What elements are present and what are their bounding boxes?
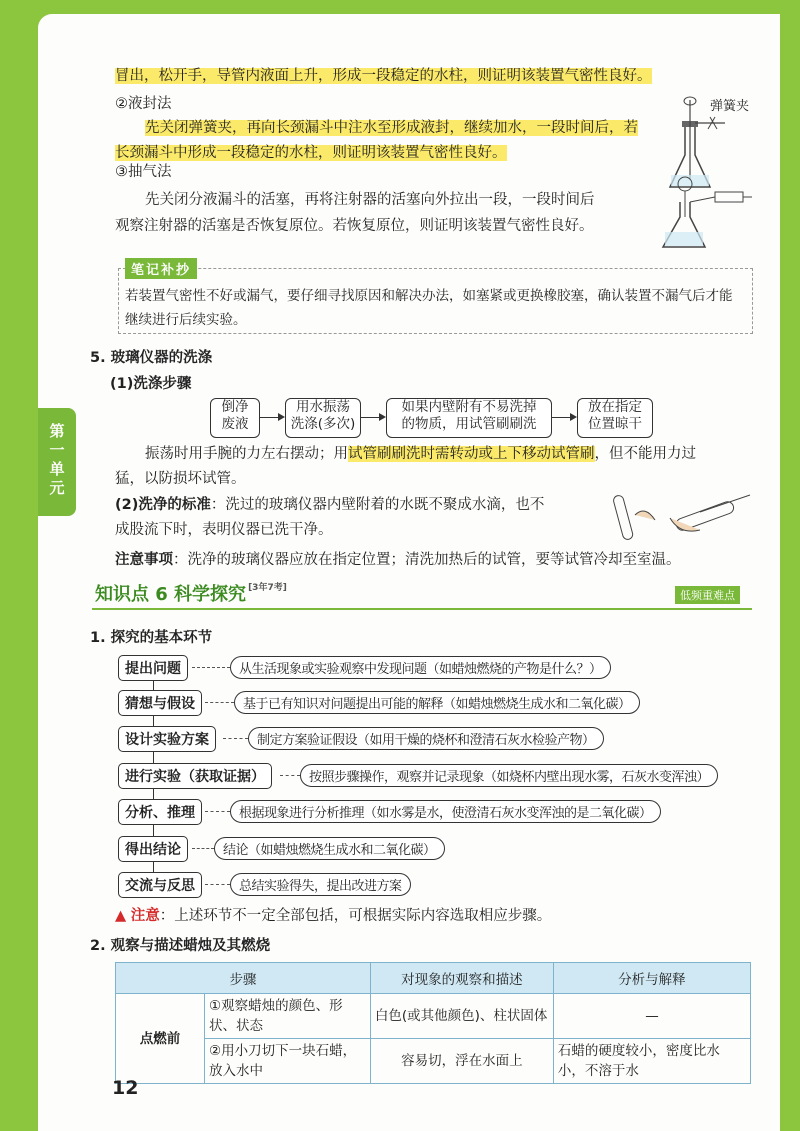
text-line: 观察注射器的活塞是否恢复原位。若恢复原位，则证明该装置气密性良好。 xyxy=(115,218,594,234)
section-title: 5. 玻璃仪器的洗涤 xyxy=(90,350,213,366)
text-line: 先关闭分液漏斗的活塞，再将注射器的活塞向外拉出一段，一段时间后 xyxy=(145,192,595,208)
inquiry-step: 进行实验（获取证据） xyxy=(118,763,272,789)
dashed-connector xyxy=(223,738,248,739)
dashed-connector xyxy=(280,775,300,776)
dashed-connector xyxy=(192,667,230,668)
flow-step-2: 用水振荡 洗涤(多次) xyxy=(285,398,361,438)
table-header: 步骤 xyxy=(116,963,371,994)
table-cell: ①观察蜡烛的颜色、形状、状态 xyxy=(205,994,371,1039)
table-cell: 白色(或其他颜色)、柱状固体 xyxy=(370,994,553,1039)
table-cell: 石蜡的硬度较小，密度比水小，不溶于水 xyxy=(553,1039,750,1084)
table-row xyxy=(116,1039,751,1084)
warning-line: ▲ 注意：上述环节不一定全部包括，可根据实际内容选取相应步骤。 xyxy=(115,908,552,924)
table-cell: — xyxy=(553,994,750,1039)
table-cell: ②用小刀切下一块石蜡，放入水中 xyxy=(205,1039,371,1084)
method-title: ②液封法 xyxy=(115,96,172,112)
test-tube-washing-illustration xyxy=(600,490,760,545)
flow-arrow xyxy=(360,417,384,418)
text-line: 先关闭弹簧夹，再向长颈漏斗中注水至形成液封，继续加水，一段时间后，若 xyxy=(145,120,638,136)
dashed-connector xyxy=(205,702,234,703)
table-row xyxy=(116,994,751,1039)
inquiry-step-description: 根据现象进行分析推理（如水雾是水，使澄清石灰水变浑浊的是二氧化碳） xyxy=(230,800,661,823)
flow-step-4: 放在指定 位置晾干 xyxy=(577,398,653,438)
knowledge-point-title: 知识点 6 科学探究 [3年7考] xyxy=(95,583,287,605)
table-cell: 容易切，浮在水面上 xyxy=(370,1039,553,1084)
text-line: 振荡时用手腕的力左右摆动；用试管刷刷洗时需转动或上下移动试管刷，但不能用力过 xyxy=(145,446,696,462)
inquiry-step-description: 按照步骤操作，观察并记录现象（如烧杯内壁出现水雾，石灰水变浑浊） xyxy=(300,764,718,787)
inquiry-step-description: 总结实验得失，提出改进方案 xyxy=(230,873,411,896)
inquiry-step-description: 结论（如蜡烛燃烧生成水和二氧化碳） xyxy=(214,837,445,860)
inquiry-step: 分析、推理 xyxy=(118,799,202,825)
method-title: ③抽气法 xyxy=(115,164,172,180)
flow-step-1: 倒净 废液 xyxy=(210,398,260,438)
dashed-connector xyxy=(205,884,230,885)
inquiry-step: 提出问题 xyxy=(118,655,188,681)
inquiry-step-description: 制定方案验证假设（如用干燥的烧杯和澄清石灰水检验产物） xyxy=(248,727,604,750)
inquiry-step-description: 基于已有知识对问题提出可能的解释（如蜡烛燃烧生成水和二氧化碳） xyxy=(234,691,640,714)
warning-icon: ▲ xyxy=(115,908,127,924)
inquiry-step: 设计实验方案 xyxy=(118,726,216,752)
flow-arrow xyxy=(551,417,575,418)
text-line: 冒出，松开手，导管内液面上升，形成一段稳定的水柱，则证明该装置气密性良好。 xyxy=(115,68,652,84)
text-line: (2)洗净的标准：洗过的玻璃仪器内壁附着的水既不聚成水滴，也不 xyxy=(115,497,545,513)
flow-arrow xyxy=(259,417,283,418)
inquiry-step: 猜想与假设 xyxy=(118,690,202,716)
difficulty-badge: 低频重难点 xyxy=(675,586,740,604)
note-label: 笔记补抄 xyxy=(125,258,197,279)
text-line: 成股流下时，表明仪器已洗干净。 xyxy=(115,522,333,538)
table-header: 对现象的观察和描述 xyxy=(370,963,553,994)
spring-clip-label: 弹簧夹 xyxy=(710,99,750,114)
unit-side-tab[interactable]: 第一单元 xyxy=(38,408,76,516)
inquiry-step: 交流与反思 xyxy=(118,872,202,898)
section-title: 1. 探究的基本环节 xyxy=(90,630,213,646)
observation-table xyxy=(115,962,751,1084)
syringe-apparatus-illustration xyxy=(660,172,755,252)
flow-step-3: 如果内壁附有不易洗掉 的物质，用试管刷刷洗 xyxy=(386,398,552,438)
dashed-connector xyxy=(205,811,230,812)
inquiry-step-description: 从生活现象或实验观察中发现问题（如蜡烛燃烧的产物是什么？） xyxy=(230,656,611,679)
page-number: 12 xyxy=(112,1077,139,1099)
text-line: 猛，以防损坏试管。 xyxy=(115,471,246,487)
text-line: 长颈漏斗中形成一段稳定的水柱，则证明该装置气密性良好。 xyxy=(115,145,507,161)
table-cell: 点燃前 xyxy=(116,994,205,1084)
section-title: 2. 观察与描述蜡烛及其燃烧 xyxy=(90,938,271,954)
inquiry-step: 得出结论 xyxy=(118,836,188,862)
text-line: 注意事项：洗净的玻璃仪器应放在指定位置；清洗加热后的试管，要等试管冷却至室温。 xyxy=(115,552,681,568)
note-line: 若装置气密性不好或漏气，要仔细寻找原因和解决办法，如塞紧或更换橡胶塞，确认装置不漏气后才能 xyxy=(125,288,733,304)
subsection-title: (1)洗涤步骤 xyxy=(110,376,192,392)
dashed-connector xyxy=(192,848,214,849)
table-header: 分析与解释 xyxy=(553,963,750,994)
note-line: 继续进行后续实验。 xyxy=(125,312,247,328)
